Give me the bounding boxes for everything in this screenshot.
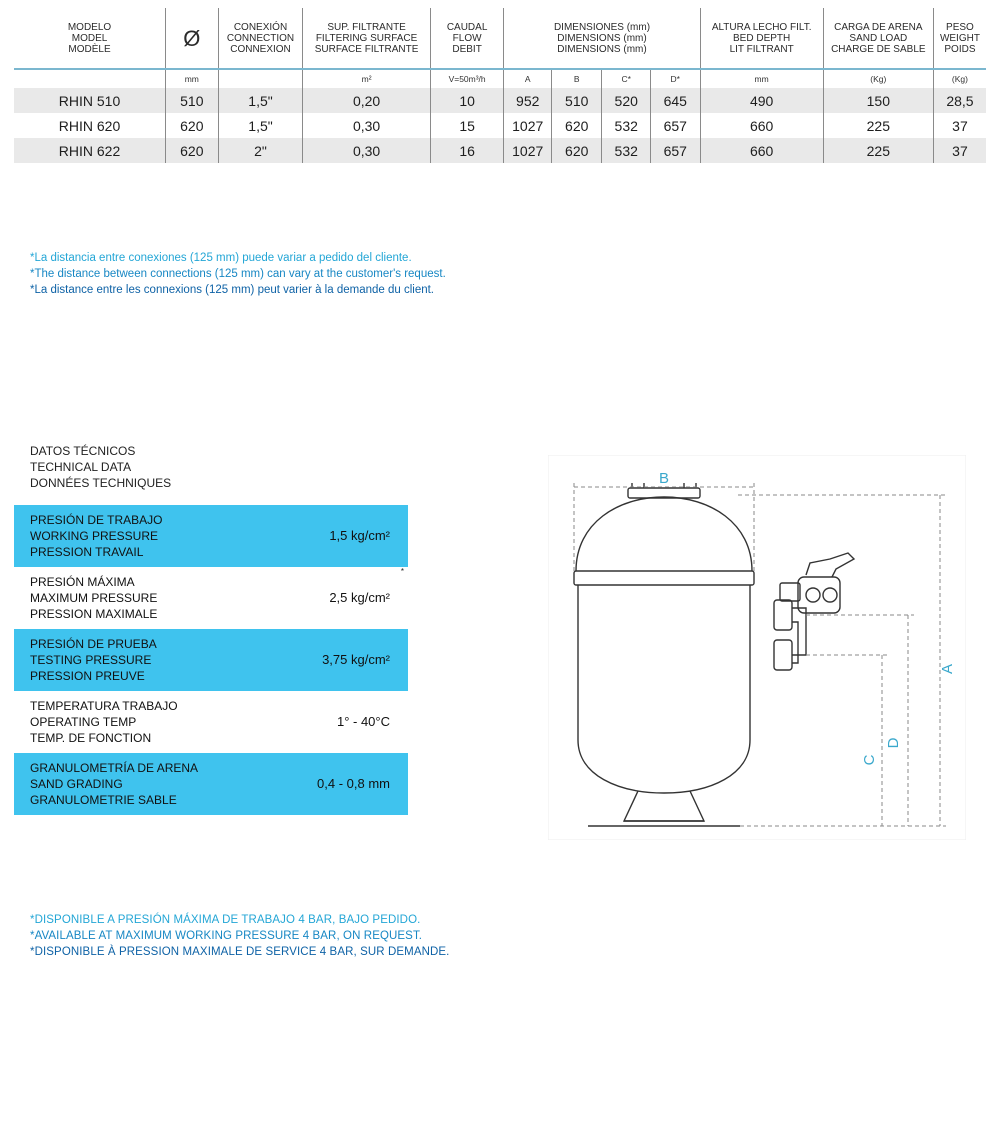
- table-cell: RHIN 510: [14, 88, 166, 113]
- table-row: [14, 138, 986, 163]
- unit-cell: [14, 69, 166, 88]
- unit-cell: C*: [602, 69, 650, 88]
- maximum-pressure-value: 2,5 kg/cm²: [329, 590, 390, 605]
- table-cell: 952: [504, 88, 551, 113]
- table-cell: 0,20: [303, 88, 430, 113]
- header-connection: CONEXIÓN CONNECTION CONNEXION: [218, 8, 303, 69]
- table-cell: 620: [551, 113, 602, 138]
- table-cell: 16: [430, 138, 504, 163]
- spec-table: [14, 8, 986, 163]
- table-cell: 2": [218, 138, 303, 163]
- unit-cell: mm: [166, 69, 219, 88]
- table-cell: 657: [650, 113, 700, 138]
- table-cell: 225: [823, 138, 933, 163]
- sand-grading-row: GRANULOMETRÍA DE ARENA SAND GRADING GRANULOMETRIE SABLE 0,4 - 0,8 mm: [14, 753, 408, 815]
- table-cell: 645: [650, 88, 700, 113]
- table-cell: 510: [551, 88, 602, 113]
- table-cell: 0,30: [303, 113, 430, 138]
- testing-pressure-row: PRESIÓN DE PRUEBA TESTING PRESSURE PRESSION PREUVE 3,75 kg/cm²: [14, 629, 408, 691]
- header-filter-surface: SUP. FILTRANTE FILTERING SURFACE SURFACE FILTRANTE: [303, 8, 430, 69]
- unit-cell: (Kg): [933, 69, 986, 88]
- footnote-en: *The distance between connections (125 mm) can vary at the customer's request.: [30, 268, 446, 280]
- header-sand-load: CARGA DE ARENA SAND LOAD CHARGE DE SABLE: [823, 8, 933, 69]
- unit-cell: B: [551, 69, 602, 88]
- table-cell: 620: [166, 113, 219, 138]
- table-cell: 10: [430, 88, 504, 113]
- table-cell: 1027: [504, 138, 551, 163]
- testing-pressure-value: 3,75 kg/cm²: [322, 652, 390, 667]
- table-row: [14, 113, 986, 138]
- header-dimensions: DIMENSIONES (mm) DIMENSIONS (mm) DIMENSIONS (mm): [504, 8, 700, 69]
- unit-cell: mm: [700, 69, 823, 88]
- footnote-fr: *La distance entre les connexions (125 mm) peut varier à la demande du client.: [30, 284, 435, 296]
- header-model: MODELO MODEL MODÈLE: [14, 8, 166, 69]
- header-diameter: Ø: [166, 8, 219, 69]
- table-cell: 1027: [504, 113, 551, 138]
- table-cell: RHIN 620: [58, 117, 121, 134]
- filter-dimension-drawing: [548, 455, 966, 840]
- unit-cell: V=50m³/h: [430, 69, 504, 88]
- working-pressure-value: 1,5 kg/cm²: [329, 528, 390, 543]
- dimension-label-d: D: [885, 737, 902, 749]
- operating-temp-value: 1° - 40°C: [336, 714, 390, 729]
- header-flow: CAUDAL FLOW DEBIT: [430, 8, 504, 69]
- pressure-footnotes: [30, 912, 449, 960]
- table-cell: 28,5: [933, 88, 986, 113]
- unit-cell: m²: [303, 69, 430, 88]
- technical-data-title: DATOS TÉCNICOS TECHNICAL DATA DONNÉES TECHNIQUES: [30, 444, 172, 490]
- table-cell: 37: [933, 138, 986, 163]
- unit-cell: A: [504, 69, 551, 88]
- working-pressure-row: PRESIÓN DE TRABAJO WORKING PRESSURE PRESSION TRAVAIL 1,5 kg/cm²: [14, 505, 408, 567]
- table-cell: 37: [933, 113, 986, 138]
- table-cell: 490: [700, 88, 823, 113]
- dimension-label-b: B: [658, 470, 670, 487]
- table-header-row: [14, 8, 986, 69]
- table-cell: 510: [166, 88, 219, 113]
- table-cell: 1,5": [218, 88, 303, 113]
- table-cell: 657: [650, 138, 700, 163]
- technical-data-list: [14, 505, 408, 815]
- table-cell: 15: [430, 113, 504, 138]
- footnote-marker: *: [400, 567, 404, 576]
- table-cell: 620: [551, 138, 602, 163]
- connection-footnotes: [30, 250, 446, 298]
- table-cell: 150: [823, 88, 933, 113]
- units-row: [14, 69, 986, 88]
- sand-grading-value: 0,4 - 0,8 mm: [317, 776, 390, 791]
- table-cell: 520: [602, 88, 650, 113]
- header-weight: PESO WEIGHT POIDS: [933, 8, 986, 69]
- table-cell: 660: [700, 138, 823, 163]
- pressure-note-en: *AVAILABLE AT MAXIMUM WORKING PRESSURE 4 BAR, ON REQUEST.: [30, 930, 423, 942]
- table-cell: 532: [602, 138, 650, 163]
- table-cell: 532: [602, 113, 650, 138]
- unit-cell: [218, 69, 303, 88]
- table-cell: RHIN 622: [14, 138, 166, 163]
- table-cell: 620: [166, 138, 219, 163]
- table-cell: 0,30: [303, 138, 430, 163]
- unit-cell: D*: [650, 69, 700, 88]
- footnote-es: *La distancia entre conexiones (125 mm) puede variar a pedido del cliente.: [30, 252, 412, 264]
- header-bed-height: ALTURA LECHO FILT. BED DEPTH LIT FILTRANT: [700, 8, 823, 69]
- dimension-label-c: C: [861, 754, 878, 766]
- unit-cell: (Kg): [823, 69, 933, 88]
- table-row: [14, 88, 986, 113]
- table-cell: 225: [823, 113, 933, 138]
- pressure-note-fr: *DISPONIBLE À PRESSION MAXIMALE DE SERVICE 4 BAR, SUR DEMANDE.: [30, 946, 450, 958]
- table-cell: 660: [700, 113, 823, 138]
- maximum-pressure-row: PRESIÓN MÁXIMA MAXIMUM PRESSURE PRESSION MAXIMALE 2,5 kg/cm² *: [14, 567, 408, 629]
- table-cell: 1,5": [218, 113, 303, 138]
- pressure-note-es: *DISPONIBLE A PRESIÓN MÁXIMA DE TRABAJO 4 BAR, BAJO PEDIDO.: [30, 914, 421, 926]
- operating-temp-row: TEMPERATURA TRABAJO OPERATING TEMP TEMP. DE FONCTION 1° - 40°C: [14, 691, 408, 753]
- dimension-label-a: A: [939, 663, 956, 675]
